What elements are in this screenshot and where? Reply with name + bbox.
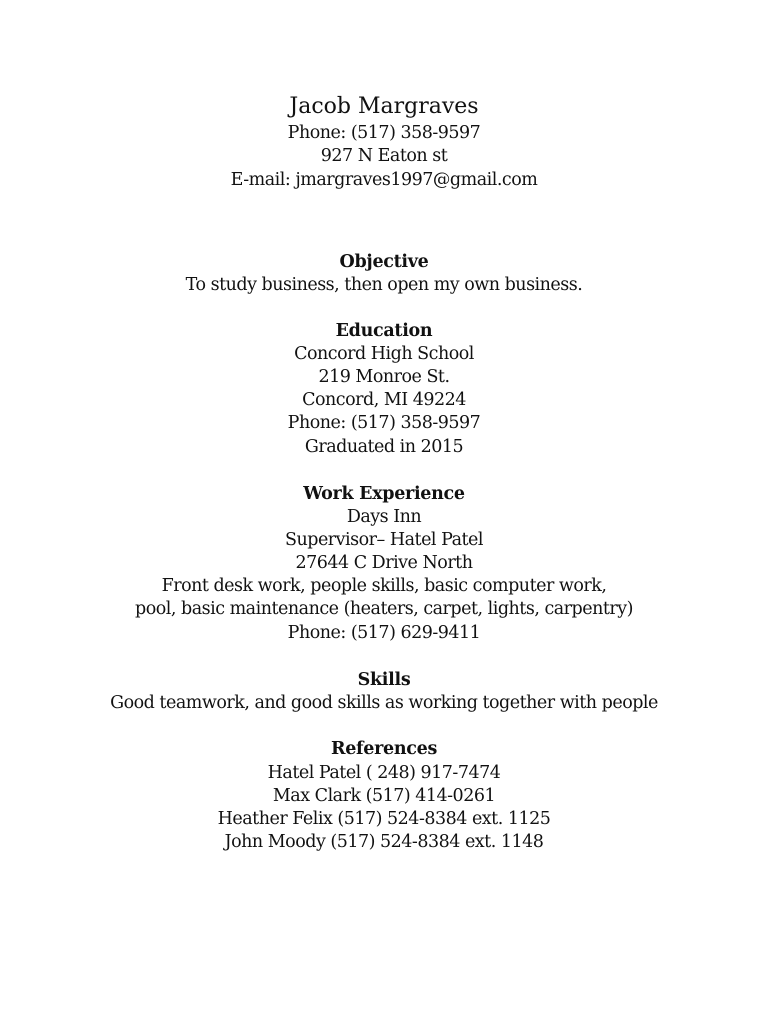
contact-address: 927 N Eaton st bbox=[320, 146, 448, 166]
reference-item: Max Clark (517) 414-0261 bbox=[272, 786, 496, 806]
education-graduated: Graduated in 2015 bbox=[304, 437, 464, 457]
reference-item: Hatel Patel ( 248) 917-7474 bbox=[267, 763, 501, 783]
contact-phone: Phone: (517) 358-9597 bbox=[287, 123, 481, 143]
objective-text: To study business, then open my own business. bbox=[185, 275, 583, 295]
contact-email: E-mail: jmargraves1997@gmail.com bbox=[230, 170, 538, 190]
education-heading: Education bbox=[335, 321, 433, 341]
education-school: Concord High School bbox=[294, 344, 474, 364]
work-address: 27644 C Drive North bbox=[295, 553, 473, 573]
work-phone: Phone: (517) 629-9411 bbox=[287, 623, 481, 643]
skills-heading: Skills bbox=[357, 670, 411, 690]
work-heading: Work Experience bbox=[303, 484, 465, 504]
work-duties-line-2: pool, basic maintenance (heaters, carpet, lights, carpentry) bbox=[135, 599, 633, 619]
education-street: 219 Monroe St. bbox=[318, 367, 450, 387]
applicant-name: Jacob Margraves bbox=[289, 94, 479, 119]
education-phone: Phone: (517) 358-9597 bbox=[287, 413, 481, 433]
skills-text: Good teamwork, and good skills as working together with people bbox=[110, 693, 658, 713]
objective-heading: Objective bbox=[339, 252, 429, 272]
work-employer: Days Inn bbox=[346, 507, 422, 527]
work-supervisor: Supervisor– Hatel Patel bbox=[284, 530, 483, 550]
reference-item: Heather Felix (517) 524-8384 ext. 1125 bbox=[217, 809, 551, 829]
reference-item: John Moody (517) 524-8384 ext. 1148 bbox=[224, 832, 544, 852]
work-duties-line-1: Front desk work, people skills, basic computer work, bbox=[161, 576, 607, 596]
references-heading: References bbox=[330, 739, 438, 759]
education-city: Concord, MI 49224 bbox=[302, 390, 466, 410]
